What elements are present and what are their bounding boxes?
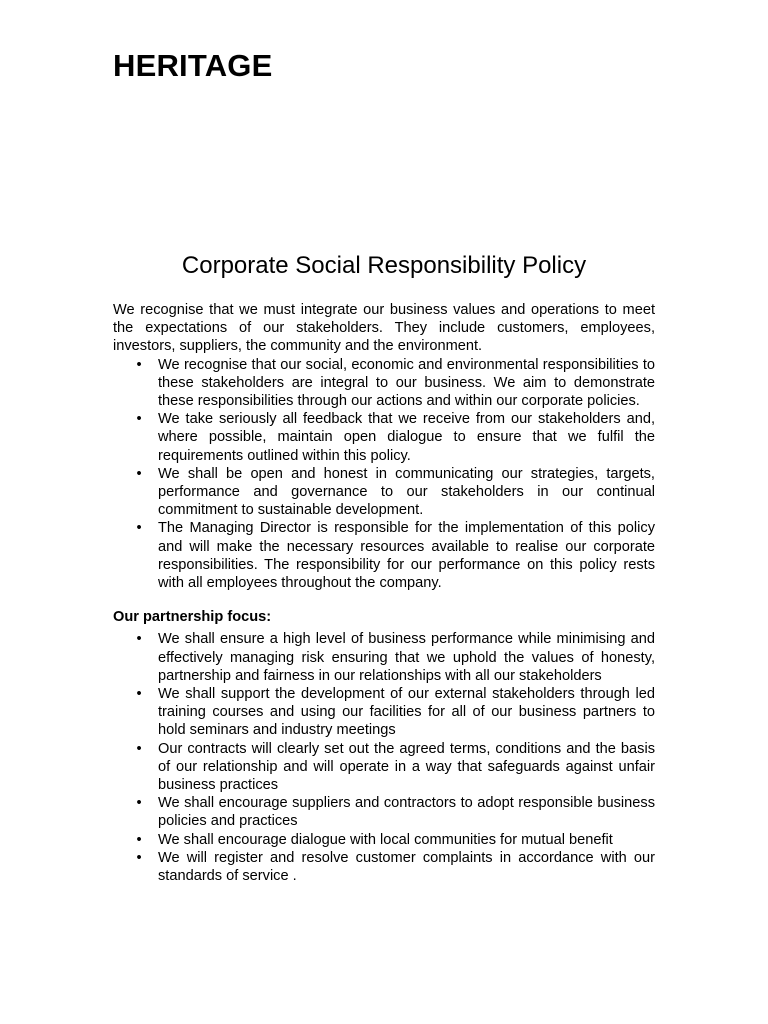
document-title: Corporate Social Responsibility Policy xyxy=(181,252,587,279)
list-item-text: The Managing Director is responsible for the implementation of this policy and will make the necessary resources available to realise our corporate responsibilities. The responsibility for our performance on this policy rests with all employees throughout the company. xyxy=(158,520,655,592)
partnership-list xyxy=(113,630,655,885)
list-item xyxy=(113,356,655,411)
bullet-icon: • xyxy=(136,465,142,482)
list-item xyxy=(113,740,655,795)
list-item-text: We shall encourage dialogue with local communities for mutual benefit xyxy=(158,831,613,848)
list-item xyxy=(113,519,655,592)
list-item xyxy=(113,630,655,685)
list-item-text: We recognise that our social, economic and environmental responsibilities to these stakeholders are integral to our business. We aim to demonstrate these responsibilities through our actions and within our corporate policies. xyxy=(158,356,655,410)
list-item-text: We shall encourage suppliers and contractors to adopt responsible business policies and practices xyxy=(158,795,655,830)
list-item xyxy=(113,465,655,520)
list-item xyxy=(113,410,655,465)
list-item-text: We will register and resolve customer complaints in accordance with our standards of service . xyxy=(158,849,655,885)
bullet-icon: • xyxy=(136,795,142,812)
bullet-icon: • xyxy=(136,520,142,537)
commitments-list xyxy=(113,356,655,593)
list-item-text: We shall support the development of our external stakeholders through led training courses and using our facilities for all of our business partners to hold seminars and industry meetings xyxy=(158,686,655,739)
intro-paragraph: We recognise that we must integrate our business values and operations to meet the expectations of our stakeholders. They include customers, employees, investors, suppliers, the community and the environment. xyxy=(113,302,655,355)
bullet-icon: • xyxy=(136,831,142,848)
list-item-text: We shall ensure a high level of business performance while minimising and effectively managing risk ensuring that we uphold the values of honesty, partnership and fairness in our relationships with all our stakeholders xyxy=(158,631,655,684)
list-item xyxy=(113,685,655,740)
bullet-icon: • xyxy=(136,849,142,866)
document-body xyxy=(113,301,655,885)
list-item xyxy=(113,831,655,849)
bullet-icon: • xyxy=(136,740,142,757)
bullet-icon: • xyxy=(136,411,142,428)
list-item-text: We take seriously all feedback that we receive from our stakeholders and, where possible, maintain open dialogue to ensure that we fulfil the requirements outlined within this policy. xyxy=(158,411,655,464)
list-item-text: Our contracts will clearly set out the agreed terms, conditions and the basis of our relationship and will operate in a way that safeguards against unfair business practices xyxy=(158,740,655,794)
list-item xyxy=(113,849,655,885)
company-logo: HERITAGE xyxy=(113,48,273,83)
bullet-icon: • xyxy=(136,631,142,648)
bullet-icon: • xyxy=(136,686,142,703)
partnership-heading: Our partnership focus: xyxy=(113,609,272,626)
bullet-icon: • xyxy=(136,356,142,373)
list-item xyxy=(113,794,655,830)
list-item-text: We shall be open and honest in communicating our strategies, targets, performance and governance to our stakeholders in our continual commitment to sustainable development. xyxy=(158,465,655,519)
